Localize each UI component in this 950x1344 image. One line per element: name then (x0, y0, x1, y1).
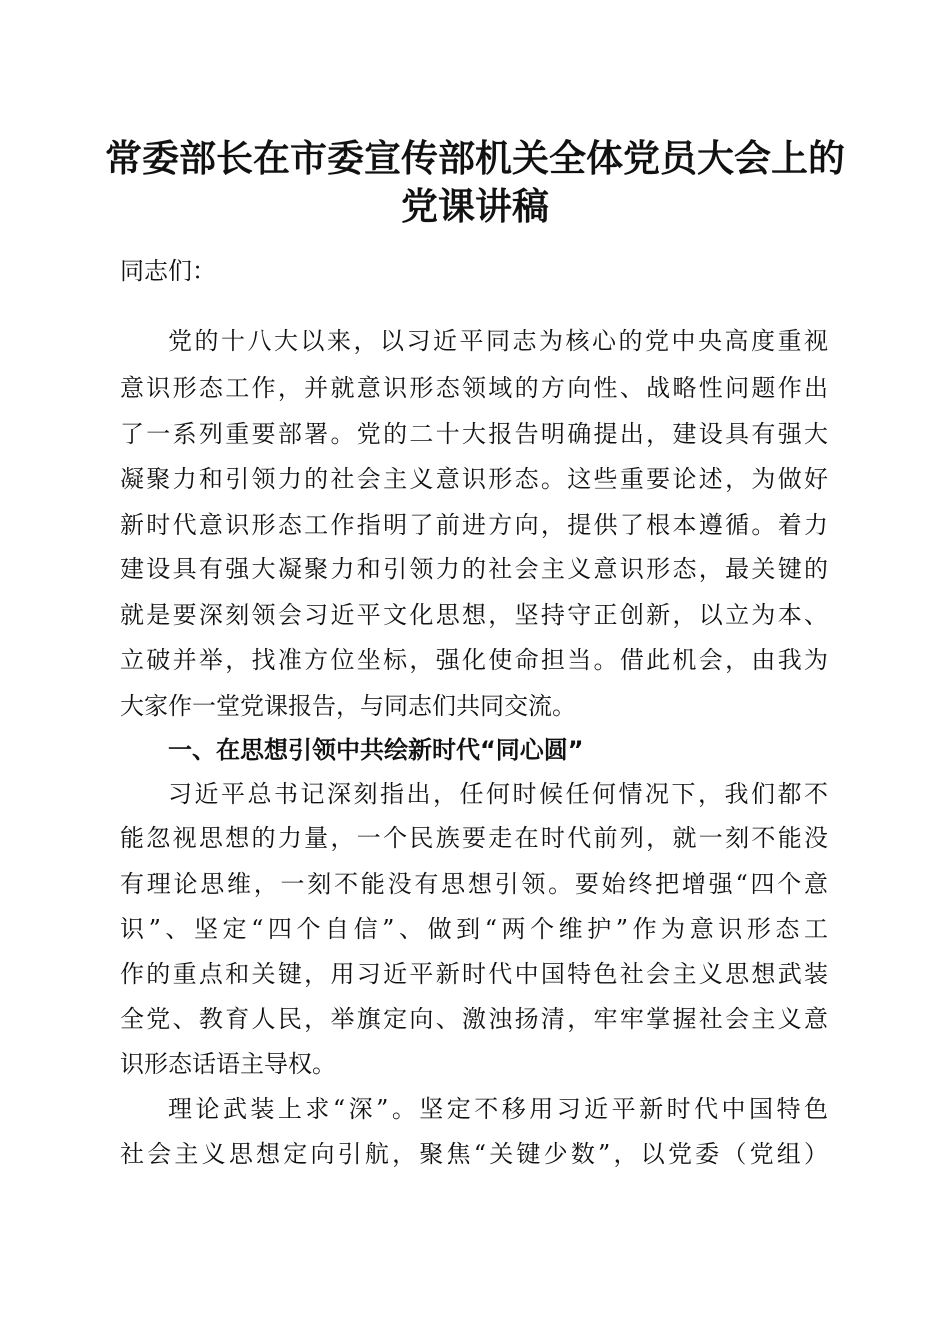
paragraph-2-line: 能忽视思想的力量，一个民族要走在时代前列，就一刻不能没 (120, 824, 828, 852)
paragraph-2-line: 识”、坚定“四个自信”、做到“两个维护”作为意识形态工 (120, 915, 828, 943)
paragraph-1-line: 了一系列重要部署。党的二十大报告明确提出，建设具有强大 (120, 420, 828, 448)
paragraph-2-line: 习近平总书记深刻指出，任何时候任何情况下，我们都不 (168, 780, 828, 808)
paragraph-1-line: 立破并举，找准方位坐标，强化使命担当。借此机会，由我为 (120, 646, 828, 674)
paragraph-2-line: 作的重点和关键，用习近平新时代中国特色社会主义思想武装 (120, 960, 828, 988)
section-heading-1: 一、在思想引领中共绘新时代“同心圆” (168, 736, 584, 764)
paragraph-1-line: 意识形态工作，并就意识形态领域的方向性、战略性问题作出 (120, 374, 828, 402)
document-title-line-1: 常委部长在市委宣传部机关全体党员大会上的 (105, 136, 845, 180)
paragraph-1-line: 凝聚力和引领力的社会主义意识形态。这些重要论述，为做好 (120, 465, 828, 493)
paragraph-2-line: 识形态话语主导权。 (120, 1050, 336, 1078)
paragraph-1-line: 建设具有强大凝聚力和引领力的社会主义意识形态，最关键的 (120, 555, 828, 583)
paragraph-1-line: 就是要深刻领会习近平文化思想，坚持守正创新，以立为本、 (120, 601, 828, 629)
document-title-line-2: 党课讲稿 (401, 184, 549, 228)
paragraph-2-line: 全党、教育人民，举旗定向、激浊扬清，牢牢掌握社会主义意 (120, 1005, 828, 1033)
paragraph-2-line: 有理论思维，一刻不能没有思想引领。要始终把增强“四个意 (120, 870, 828, 898)
paragraph-1-line: 大家作一堂党课报告，与同志们共同交流。 (120, 692, 576, 720)
paragraph-3-line: 社会主义思想定向引航，聚焦“关键少数”，以党委（党组） (120, 1140, 828, 1168)
paragraph-1-line: 新时代意识形态工作指明了前进方向，提供了根本遵循。着力 (120, 511, 828, 539)
paragraph-3-line: 理论武装上求“深”。坚定不移用习近平新时代中国特色 (168, 1095, 828, 1123)
paragraph-1-line: 党的十八大以来，以习近平同志为核心的党中央高度重视 (168, 327, 828, 355)
greeting: 同志们： (120, 257, 216, 285)
